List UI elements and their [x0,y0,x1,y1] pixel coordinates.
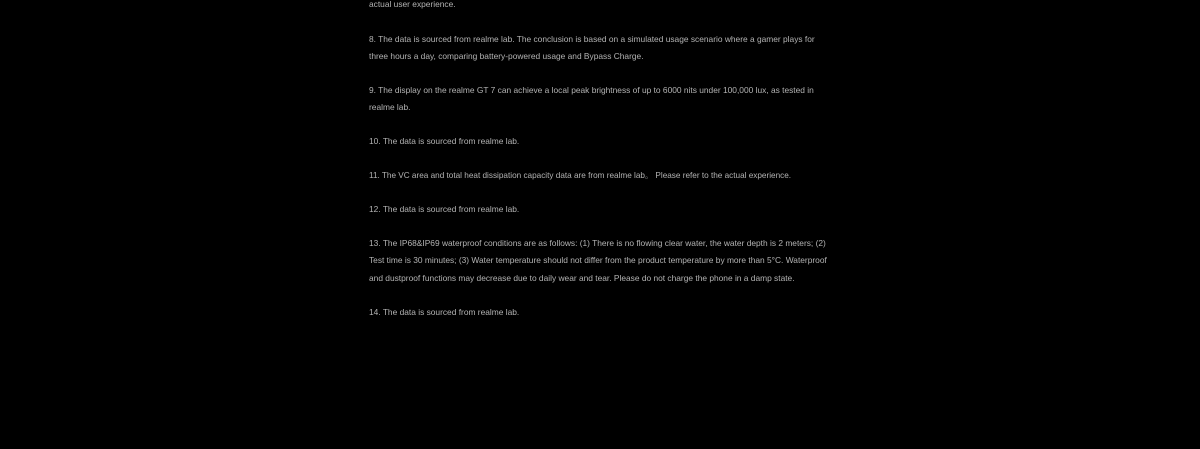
footnotes-section [369,0,829,338]
footnote-11: 11. The VC area and total heat dissipation capacity data are from realme lab。 Please refer to the actual experience. [369,171,792,181]
footnote-9: 9. The display on the realme GT 7 can achieve a local peak brightness of up to 6000 nits under 100,000 lux, as tested in realme lab. [369,85,814,113]
footnote-12: 12. The data is sourced from realme lab. [369,204,520,215]
footnote-8: 8. The data is sourced from realme lab. The conclusion is based on a simulated usage scenario where a gamer plays for three hours a day, comparing battery-powered usage and Bypass Charge. [369,33,815,61]
footnote-13: 13. The IP68&IP69 waterproof conditions are as follows: (1) There is no flowing clear water, the water depth is 2 meters; (2) Test time is 30 minutes; (3) Water temperature should not differ from the product temperature by more than 5°C. Waterproof and dustproof functions may decrease due to daily wear and tear. Please do not charge the phone in a damp state. [369,238,827,283]
footnote-7-continued: actual user experience. [369,0,456,9]
footnote-10: 10. The data is sourced from realme lab. [369,136,520,147]
footnote-14: 14. The data is sourced from realme lab. [369,306,520,317]
